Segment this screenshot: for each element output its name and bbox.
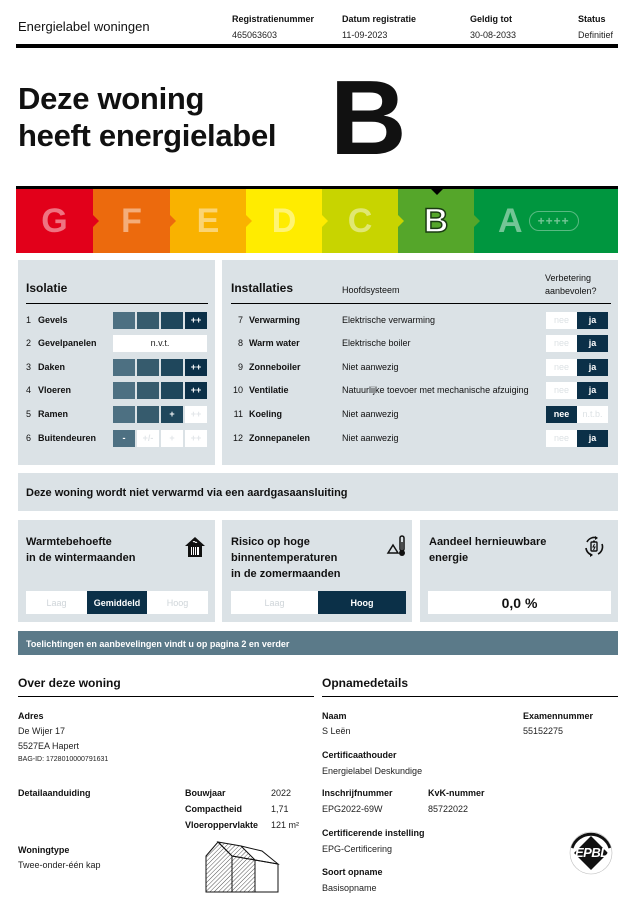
registration-date bbox=[342, 14, 416, 40]
scale-segment-b bbox=[398, 189, 474, 253]
toggle-nee: nee bbox=[546, 382, 577, 399]
rating-bars bbox=[113, 406, 207, 423]
soort-opname-label: Soort opname bbox=[322, 867, 383, 877]
kvk-value: 85722022 bbox=[428, 804, 469, 814]
row-name: Zonneboiler bbox=[249, 362, 301, 372]
improvement-toggle bbox=[546, 359, 608, 376]
scale-segment-d bbox=[246, 189, 322, 253]
installatie-row bbox=[231, 358, 611, 376]
opname-divider bbox=[322, 696, 618, 697]
compactheid-value: 1,71 bbox=[271, 804, 289, 814]
header-divider bbox=[16, 44, 618, 48]
gas-notice-text: Deze woning wordt niet verwarmd via een aardgasaansluiting bbox=[26, 487, 348, 499]
installaties-divider bbox=[231, 303, 611, 304]
active-label-pointer bbox=[428, 186, 446, 195]
toggle-nee: nee bbox=[546, 430, 577, 447]
installatie-row bbox=[231, 381, 611, 399]
scale-letter-g: G bbox=[41, 201, 68, 240]
headline-line-1: Deze woning bbox=[18, 81, 205, 116]
column-header-line: aanbevolen? bbox=[545, 286, 597, 296]
toggle-ja: ja bbox=[577, 335, 608, 352]
woning-divider bbox=[18, 696, 314, 697]
option-laag: Laag bbox=[231, 591, 318, 614]
naam-value: S Leën bbox=[322, 726, 351, 736]
scale-segment-a bbox=[474, 189, 618, 253]
row-number: 11 bbox=[233, 409, 243, 419]
bouwjaar-value: 2022 bbox=[271, 788, 292, 798]
rating-bar-empty: + bbox=[161, 430, 183, 447]
row-name: Koeling bbox=[249, 409, 282, 419]
isolatie-panel bbox=[18, 260, 215, 465]
risico-title bbox=[231, 534, 340, 582]
rating-bar-empty: ++ bbox=[185, 430, 207, 447]
segment-arrow bbox=[474, 215, 480, 227]
row-number: 4 bbox=[26, 385, 32, 395]
rating-bar bbox=[161, 382, 183, 399]
isolatie-row bbox=[26, 311, 208, 329]
row-name: Buitendeuren bbox=[38, 433, 97, 443]
isolatie-title: Isolatie bbox=[26, 281, 68, 295]
improvement-toggle bbox=[546, 335, 608, 352]
row-system: Niet aanwezig bbox=[342, 409, 399, 419]
valid-until-value: 30-08-2033 bbox=[470, 30, 517, 40]
vloeroppervlakte-label: Vloeroppervlakte bbox=[185, 820, 259, 830]
toggle-nee: nee bbox=[546, 312, 577, 329]
registration-number-value: 465063603 bbox=[232, 30, 278, 40]
installatie-row bbox=[231, 311, 611, 329]
isolatie-row bbox=[26, 334, 208, 352]
epbd-logo bbox=[566, 828, 616, 878]
kvk-label: KvK-nummer bbox=[428, 788, 485, 798]
isolatie-divider bbox=[26, 303, 208, 304]
woning-section-title: Over deze woning bbox=[18, 676, 121, 690]
rating-bar bbox=[161, 312, 183, 329]
row-number: 10 bbox=[232, 385, 243, 395]
opname-section-title: Opnamedetails bbox=[322, 676, 409, 690]
row-number: 9 bbox=[237, 362, 243, 372]
row-number: 8 bbox=[237, 338, 243, 348]
rating-bar-empty: ++ bbox=[185, 406, 207, 423]
rating-bar-selected: ++ bbox=[185, 312, 207, 329]
epbd-logo-text: EPBD bbox=[575, 845, 610, 860]
gas-notice-panel bbox=[18, 473, 618, 511]
scale-letter-b: B bbox=[423, 201, 449, 240]
row-system: Elektrische verwarming bbox=[342, 315, 436, 325]
rating-bar bbox=[137, 312, 159, 329]
row-system: Elektrische boiler bbox=[342, 338, 411, 348]
row-system: Natuurlijke toevoer met mechanische afzuiging bbox=[342, 385, 529, 395]
woningtype-value: Twee-onder-één kap bbox=[18, 860, 101, 870]
option-gemiddeld: Gemiddeld bbox=[87, 591, 147, 614]
rating-bar bbox=[113, 406, 135, 423]
hernieuwbaar-panel bbox=[420, 520, 618, 622]
column-header-line: Verbetering bbox=[545, 273, 592, 283]
segment-arrow bbox=[398, 215, 404, 227]
valid-until bbox=[470, 14, 516, 40]
toggle-ja: ja bbox=[577, 359, 608, 376]
row-number: 3 bbox=[26, 362, 32, 372]
segment-arrow bbox=[170, 215, 176, 227]
option-laag: Laag bbox=[26, 591, 87, 614]
warmte-title bbox=[26, 534, 135, 566]
rating-bar-selected: + bbox=[161, 406, 183, 423]
registration-date-label: Datum registratie bbox=[342, 14, 417, 24]
info-banner bbox=[18, 631, 618, 655]
rating-bar bbox=[137, 382, 159, 399]
row-name: Gevelpanelen bbox=[38, 338, 97, 348]
title-line: binnentemperaturen bbox=[231, 552, 338, 564]
row-number: 12 bbox=[232, 433, 243, 443]
rating-bar bbox=[113, 359, 135, 376]
row-number: 7 bbox=[237, 315, 243, 325]
toggle-ja: ja bbox=[577, 312, 608, 329]
toggle-ja: ja bbox=[577, 382, 608, 399]
risico-panel bbox=[222, 520, 412, 622]
info-banner-text: Toelichtingen en aanbevelingen vindt u op pagina 2 en verder bbox=[26, 639, 290, 649]
title-line: Aandeel hernieuwbare bbox=[429, 536, 547, 548]
not-applicable-box: n.v.t. bbox=[113, 335, 207, 352]
registration-number-label: Registratienummer bbox=[232, 14, 315, 24]
instelling-label: Certificerende instelling bbox=[322, 828, 425, 838]
registration-date-value: 11-09-2023 bbox=[342, 30, 388, 40]
inschrijfnummer-value: EPG2022-69W bbox=[322, 804, 383, 814]
row-number: 6 bbox=[26, 433, 32, 443]
isolatie-row bbox=[26, 358, 208, 376]
installaties-title: Installaties bbox=[231, 281, 294, 295]
improvement-toggle bbox=[546, 382, 608, 399]
scale-segment-g bbox=[16, 189, 93, 253]
improvement-toggle bbox=[546, 406, 608, 423]
rating-bar bbox=[113, 382, 135, 399]
warmte-scale bbox=[26, 591, 208, 614]
status bbox=[578, 14, 613, 40]
soort-opname-value: Basisopname bbox=[322, 883, 377, 893]
segment-arrow bbox=[93, 215, 99, 227]
row-name: Verwarming bbox=[249, 315, 301, 325]
installatie-row bbox=[231, 334, 611, 352]
energy-label-letter: B bbox=[330, 59, 407, 177]
scale-letter-a: A bbox=[498, 201, 523, 240]
row-name: Ramen bbox=[38, 409, 69, 419]
row-name: Daken bbox=[38, 362, 66, 372]
a-plus-pill: ++++ bbox=[529, 211, 579, 231]
registration-number bbox=[232, 14, 314, 40]
title-line: in de wintermaanden bbox=[26, 552, 136, 564]
valid-until-label: Geldig tot bbox=[470, 14, 512, 24]
column-header-improvement bbox=[545, 272, 597, 298]
rating-bar-empty: +/- bbox=[137, 430, 159, 447]
scale-segment-e bbox=[170, 189, 246, 253]
address-label: Adres bbox=[18, 711, 44, 721]
headline bbox=[18, 80, 276, 154]
toggle-nee: nee bbox=[546, 335, 577, 352]
installatie-row bbox=[231, 429, 611, 447]
row-number: 2 bbox=[26, 338, 32, 348]
isolatie-row bbox=[26, 429, 208, 447]
rating-bar bbox=[161, 359, 183, 376]
title-line: in de zomermaanden bbox=[231, 568, 341, 580]
rating-bar bbox=[137, 359, 159, 376]
instelling-value: EPG-Certificering bbox=[322, 844, 393, 854]
row-name: Warm water bbox=[249, 338, 300, 348]
house-type-illustration bbox=[204, 838, 286, 894]
woningtype-label: Woningtype bbox=[18, 845, 70, 855]
energy-label-scale bbox=[16, 189, 618, 253]
title-line: energie bbox=[429, 552, 469, 564]
vloeroppervlakte-value: 121 m² bbox=[271, 820, 300, 830]
rating-bars bbox=[113, 359, 207, 376]
examennummer-label: Examennummer bbox=[523, 711, 594, 721]
bouwjaar-label: Bouwjaar bbox=[185, 788, 226, 798]
row-system: Niet aanwezig bbox=[342, 433, 399, 443]
compactheid-label: Compactheid bbox=[185, 804, 243, 814]
rating-bar bbox=[113, 312, 135, 329]
bag-id: BAG-ID: 1728010000791631 bbox=[18, 756, 109, 763]
hernieuwbaar-title bbox=[429, 534, 546, 566]
improvement-toggle bbox=[546, 312, 608, 329]
inschrijfnummer-label: Inschrijfnummer bbox=[322, 788, 393, 798]
renewable-share-value: 0,0 % bbox=[428, 591, 611, 614]
isolatie-row bbox=[26, 381, 208, 399]
house-heating-icon bbox=[184, 536, 206, 558]
address-street: De Wijer 17 bbox=[18, 726, 66, 736]
certificaathouder-value: Energielabel Deskundige bbox=[322, 766, 423, 776]
row-name: Ventilatie bbox=[249, 385, 289, 395]
scale-segment-f bbox=[93, 189, 170, 253]
scale-letter-c: C bbox=[347, 201, 373, 240]
rating-bar bbox=[137, 406, 159, 423]
certificaathouder-label: Certificaathouder bbox=[322, 750, 397, 760]
installatie-row bbox=[231, 405, 611, 423]
title-line: Risico op hoge bbox=[231, 536, 310, 548]
title-line: Warmtebehoefte bbox=[26, 536, 112, 548]
scale-letter-e: E bbox=[196, 201, 220, 240]
row-number: 5 bbox=[26, 409, 32, 419]
scale-segment-c bbox=[322, 189, 398, 253]
column-header-main-system: Hoofdsysteem bbox=[342, 285, 400, 295]
rating-bars bbox=[113, 430, 207, 447]
option-hoog: Hoog bbox=[147, 591, 208, 614]
status-label: Status bbox=[578, 14, 606, 24]
row-name: Zonnepanelen bbox=[249, 433, 311, 443]
toggle-ntb: n.t.b. bbox=[577, 406, 608, 423]
toggle-ja: ja bbox=[577, 430, 608, 447]
naam-label: Naam bbox=[322, 711, 347, 721]
warmte-panel bbox=[18, 520, 215, 622]
improvement-toggle bbox=[546, 430, 608, 447]
rating-bars bbox=[113, 312, 207, 329]
isolatie-row bbox=[26, 405, 208, 423]
rating-bars bbox=[113, 382, 207, 399]
toggle-nee: nee bbox=[546, 406, 577, 423]
installaties-panel bbox=[222, 260, 618, 465]
toggle-nee: nee bbox=[546, 359, 577, 376]
row-name: Vloeren bbox=[38, 385, 72, 395]
detail-label: Detailaanduiding bbox=[18, 788, 91, 798]
option-hoog: Hoog bbox=[318, 591, 406, 614]
examennummer-value: 55152275 bbox=[523, 726, 564, 736]
renewable-energy-icon bbox=[582, 534, 606, 558]
segment-arrow bbox=[322, 215, 328, 227]
risico-scale bbox=[231, 591, 406, 614]
segment-arrow bbox=[246, 215, 252, 227]
address-city: 5527EA Hapert bbox=[18, 741, 80, 751]
rating-bar-selected: ++ bbox=[185, 359, 207, 376]
row-system: Niet aanwezig bbox=[342, 362, 399, 372]
row-name: Gevels bbox=[38, 315, 68, 325]
status-value: Definitief bbox=[578, 30, 614, 40]
row-number: 1 bbox=[26, 315, 32, 325]
headline-line-2: heeft energielabel bbox=[18, 118, 277, 153]
overheating-warning-icon bbox=[386, 534, 406, 558]
rating-bar-selected: ++ bbox=[185, 382, 207, 399]
document-title: Energielabel woningen bbox=[18, 19, 150, 34]
scale-letter-d: D bbox=[271, 201, 297, 240]
scale-letter-f: F bbox=[121, 201, 142, 240]
rating-bar-selected: - bbox=[113, 430, 135, 447]
